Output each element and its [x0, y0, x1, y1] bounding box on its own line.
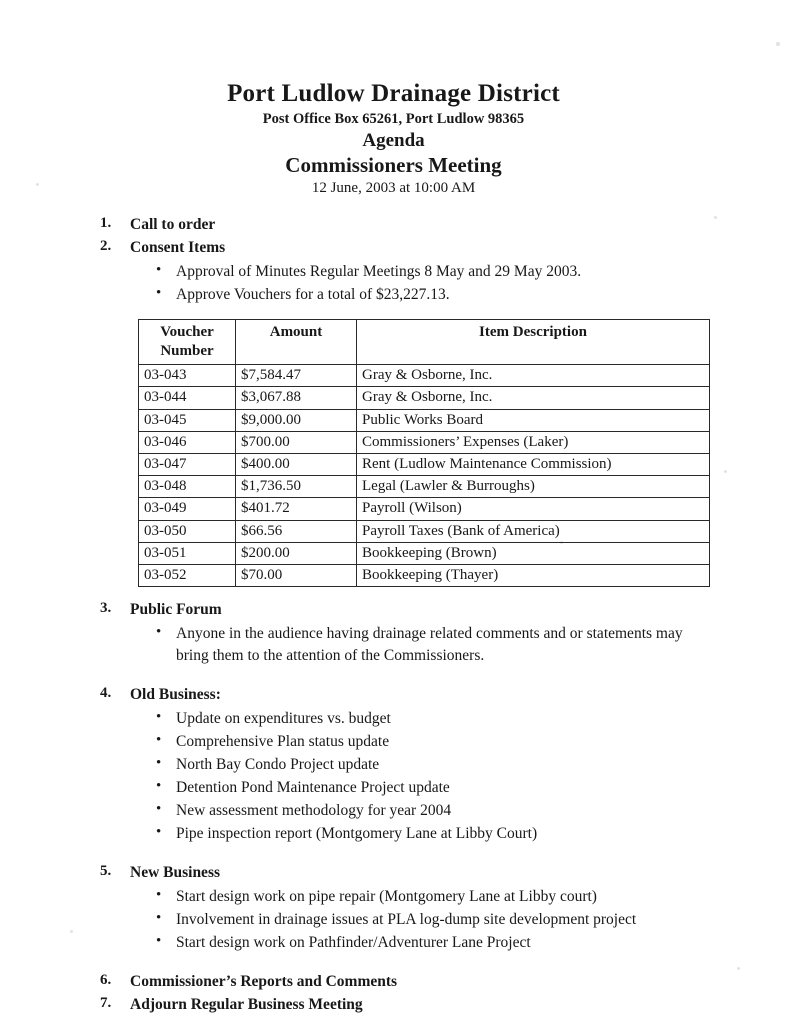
- scan-speck: [724, 470, 727, 473]
- list-item: • North Bay Condo Project update: [154, 754, 691, 776]
- table-row: [139, 542, 710, 564]
- document-title: Port Ludlow Drainage District: [227, 80, 560, 107]
- section-spacer: [96, 956, 691, 972]
- cell-description: Bookkeeping (Brown): [357, 542, 710, 564]
- agenda-item-heading: Adjourn Regular Business Meeting: [130, 995, 363, 1013]
- agenda-item-number: 1.: [100, 215, 112, 231]
- agenda-item-number: 4.: [100, 685, 112, 702]
- cell-voucher-number: 03-043: [139, 365, 236, 387]
- document-agenda-label: Agenda: [362, 130, 425, 151]
- cell-description: Rent (Ludlow Maintenance Commission): [357, 453, 710, 475]
- document-datetime: 12 June, 2003 at 10:00 AM: [311, 180, 476, 196]
- agenda-item-consent-items: [96, 238, 691, 587]
- cell-voucher-number: 03-050: [139, 520, 236, 542]
- voucher-table: [138, 319, 710, 587]
- cell-voucher-number: 03-049: [139, 498, 236, 520]
- list-item: • Update on expenditures vs. budget: [154, 708, 691, 730]
- list-item: • Start design work on Pathfinder/Adventurer Lane Project: [154, 932, 691, 954]
- voucher-table-body: [139, 365, 710, 587]
- cell-description: Gray & Osborne, Inc.: [357, 365, 710, 387]
- scan-speck: [36, 183, 39, 186]
- agenda-item-number: 5.: [100, 862, 112, 879]
- agenda-item-bullets: [130, 886, 691, 954]
- table-row: [139, 498, 710, 520]
- column-header-line-2: Number: [160, 343, 214, 360]
- cell-amount: $700.00: [236, 431, 357, 453]
- table-row: [139, 476, 710, 498]
- cell-amount: $401.72: [236, 498, 357, 520]
- cell-description: Payroll (Wilson): [357, 498, 710, 520]
- cell-amount: $66.56: [236, 520, 357, 542]
- cell-voucher-number: 03-048: [139, 476, 236, 498]
- section-spacer: [96, 669, 691, 685]
- agenda-item-heading: Public Forum: [130, 601, 222, 619]
- list-item: • Start design work on pipe repair (Montgomery Lane at Libby court): [154, 886, 691, 908]
- scan-speck: [714, 216, 717, 219]
- table-row: [139, 564, 710, 586]
- agenda-item-heading: Call to order: [130, 216, 216, 233]
- agenda-item-adjourn: [96, 995, 691, 1016]
- agenda-item-number: 3.: [100, 600, 112, 617]
- agenda-item-heading: Commissioner’s Reports and Comments: [130, 972, 398, 990]
- cell-amount: $400.00: [236, 453, 357, 475]
- document-meeting-label: Commissioners Meeting: [285, 153, 502, 177]
- agenda-item-bullets: [130, 708, 691, 845]
- table-row: [139, 409, 710, 431]
- scan-speck: [70, 930, 73, 933]
- cell-voucher-number: 03-047: [139, 453, 236, 475]
- cell-voucher-number: 03-051: [139, 542, 236, 564]
- cell-amount: $9,000.00: [236, 409, 357, 431]
- agenda-item-new-business: [96, 863, 691, 954]
- agenda-item-call-to-order: [96, 215, 691, 236]
- list-item: • Comprehensive Plan status update: [154, 731, 691, 753]
- table-header-row: [139, 319, 710, 364]
- cell-amount: $7,584.47: [236, 365, 357, 387]
- cell-amount: $70.00: [236, 564, 357, 586]
- cell-description: Public Works Board: [357, 409, 710, 431]
- cell-description: Legal (Lawler & Burroughs): [357, 476, 710, 498]
- cell-description: Gray & Osborne, Inc.: [357, 387, 710, 409]
- table-row: [139, 365, 710, 387]
- list-item: • Involvement in drainage issues at PLA log-dump site development project: [154, 909, 691, 931]
- document-address: Post Office Box 65261, Port Ludlow 98365: [262, 111, 525, 127]
- table-row: [139, 431, 710, 453]
- list-item: • Approve Vouchers for a total of $23,227.13.: [154, 284, 691, 306]
- list-item: • Approval of Minutes Regular Meetings 8 May and 29 May 2003.: [154, 261, 691, 283]
- agenda-item-commissioner-reports: [96, 972, 691, 993]
- voucher-table-head: [139, 319, 710, 364]
- list-item: • New assessment methodology for year 2004: [154, 800, 691, 822]
- scan-speck: [776, 42, 780, 46]
- agenda-item-heading: New Business: [130, 863, 221, 881]
- agenda-item-number: 2.: [100, 237, 112, 254]
- cell-voucher-number: 03-045: [139, 409, 236, 431]
- agenda-item-bullets: [130, 261, 691, 306]
- cell-amount: $1,736.50: [236, 476, 357, 498]
- agenda-item-public-forum: [96, 600, 691, 667]
- cell-amount: $3,067.88: [236, 387, 357, 409]
- list-item: • Anyone in the audience having drainage related comments and or statements may bring them to the attention of the Commissioners.: [154, 623, 691, 667]
- list-item: • Pipe inspection report (Montgomery Lane at Libby Court): [154, 823, 691, 845]
- cell-description: Commissioners’ Expenses (Laker): [357, 431, 710, 453]
- scan-speck: [737, 967, 740, 970]
- agenda-list: [96, 215, 691, 1016]
- agenda-item-number: 6.: [100, 971, 112, 988]
- table-row: [139, 520, 710, 542]
- table-row: [139, 453, 710, 475]
- agenda-item-heading: Old Business:: [130, 686, 221, 704]
- cell-description: Payroll Taxes (Bank of America): [357, 520, 710, 542]
- agenda-item-bullets: [130, 623, 691, 667]
- column-header-amount: Amount: [236, 319, 357, 364]
- agenda-item-old-business: [96, 685, 691, 845]
- column-header-voucher-number: [139, 319, 236, 364]
- cell-voucher-number: 03-046: [139, 431, 236, 453]
- cell-voucher-number: 03-052: [139, 564, 236, 586]
- column-header-line-1: Voucher: [160, 323, 214, 340]
- cell-voucher-number: 03-044: [139, 387, 236, 409]
- list-item: • Detention Pond Maintenance Project update: [154, 777, 691, 799]
- table-row: [139, 387, 710, 409]
- agenda-item-number: 7.: [100, 994, 112, 1011]
- agenda-item-heading: Consent Items: [130, 238, 226, 256]
- cell-amount: $200.00: [236, 542, 357, 564]
- cell-description: Bookkeeping (Thayer): [357, 564, 710, 586]
- column-header-item-description: Item Description: [357, 319, 710, 364]
- section-spacer: [96, 847, 691, 863]
